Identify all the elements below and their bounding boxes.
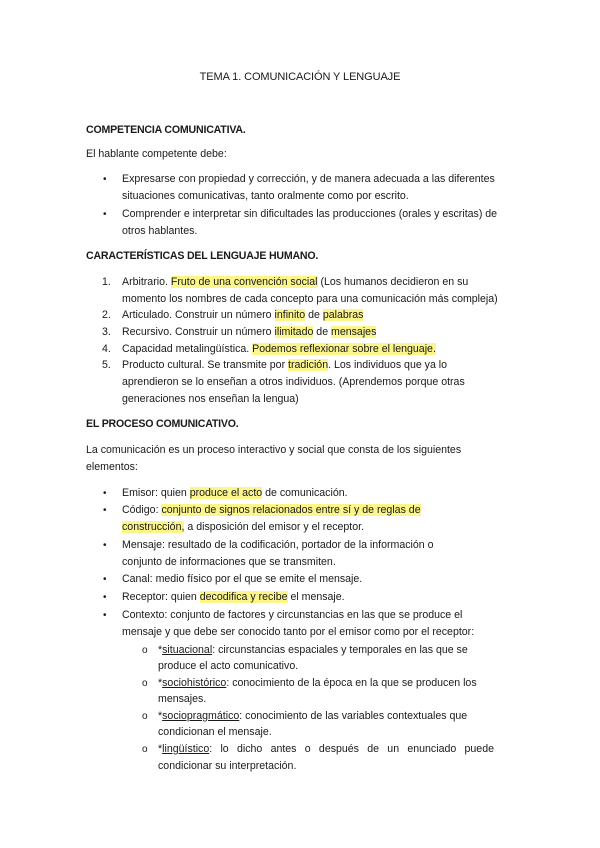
list-number: 5. — [102, 359, 111, 371]
proceso-intro-line-2: elementos: — [86, 461, 138, 473]
sub-bullet-mark: o — [142, 744, 148, 755]
list-number: 4. — [102, 343, 111, 355]
text-run: de — [313, 326, 332, 338]
elemento-mensaje-line-1: Mensaje: resultado de la codificación, portador de la información o — [122, 539, 434, 551]
competencia-item-1-line-2: situaciones comunicativas, tanto oralmente como por escrito. — [122, 190, 409, 202]
heading-proceso: EL PROCESO COMUNICATIVO. — [86, 418, 239, 430]
caracteristica-3 — [122, 324, 516, 341]
contexto-sociohistorico-line-2: mensajes. — [158, 693, 207, 705]
highlight: palabras — [322, 309, 364, 321]
list-number: 2. — [102, 309, 111, 321]
elemento-codigo-line-2 — [122, 519, 516, 536]
elemento-canal: Canal: medio físico por el que se emite el mensaje. — [122, 573, 363, 585]
caracteristica-5-line-1 — [122, 357, 516, 374]
caracteristica-4 — [122, 341, 516, 358]
competencia-item-1-line-1: Expresarse con propiedad y corrección, y de manera adecuada a las diferentes — [122, 173, 495, 185]
text-run: el mensaje. — [287, 591, 345, 603]
bullet-mark: • — [103, 540, 107, 551]
text-run: : conocimiento de la época en la que se producen los — [226, 677, 477, 689]
contexto-sociopragmatico-line-2: condicionan el mensaje. — [158, 726, 272, 738]
text-run: : circunstancias espaciales y temporales en las que se — [212, 644, 468, 656]
bullet-mark: • — [103, 610, 107, 621]
underlined-term: situacional — [162, 644, 213, 656]
contexto-situacional-line-2: produce el acto comunicativo. — [158, 660, 299, 672]
list-number: 3. — [102, 326, 111, 338]
text-run: * — [158, 644, 163, 656]
highlight: Podemos reflexionar sobre el lenguaje. — [252, 343, 436, 355]
text-run: Arbitrario. — [122, 276, 171, 288]
sub-bullet-mark: o — [142, 711, 148, 722]
bullet-mark: • — [103, 488, 107, 499]
text-run: Capacidad metalingüística. — [122, 343, 253, 355]
text-run: * — [158, 710, 163, 722]
text-run: * — [158, 677, 163, 689]
text-run: Emisor: quien — [122, 487, 190, 499]
contexto-sociohistorico-line-1 — [158, 675, 494, 692]
sub-bullet-mark: o — [142, 645, 148, 656]
elemento-receptor — [122, 589, 516, 606]
highlight: Fruto de una convención social — [170, 276, 318, 288]
elemento-codigo-line-1 — [122, 502, 516, 519]
text-run: Código: — [122, 504, 162, 516]
caracteristica-1-line-1 — [122, 274, 516, 291]
elemento-emisor — [122, 485, 516, 502]
text-run: Producto cultural. Se transmite por — [122, 359, 289, 371]
text-run: : conocimiento de las variables contextuales que — [239, 710, 468, 722]
highlight: infinito — [274, 309, 306, 321]
contexto-sociopragmatico-line-1 — [158, 708, 494, 725]
text-run: (Los humanos decidieron en su — [317, 276, 469, 288]
highlight: produce el acto — [189, 487, 263, 499]
bullet-mark: • — [103, 209, 107, 220]
elemento-contexto-line-2: mensaje y que debe ser conocido tanto por el emisor como por el receptor: — [122, 626, 475, 638]
sub-bullet-mark: o — [142, 678, 148, 689]
highlight: construcción, — [122, 521, 185, 533]
underlined-term: sociohistórico — [162, 677, 227, 689]
highlight: ilimitado — [274, 326, 314, 338]
heading-competencia: COMPETENCIA COMUNICATIVA. — [86, 124, 246, 136]
highlight: mensajes — [331, 326, 377, 338]
text-run: * — [158, 743, 163, 755]
text-run: de — [305, 309, 323, 321]
contexto-situacional-line-1 — [158, 642, 494, 659]
proceso-intro-line-1: La comunicación es un proceso interactivo y social que consta de los siguientes — [86, 444, 462, 456]
underlined-term: lingüístico — [162, 743, 210, 755]
caracteristica-2 — [122, 307, 516, 324]
underlined-term: sociopragmático — [162, 710, 240, 722]
competencia-item-2-line-2: otros hablantes. — [122, 225, 198, 237]
contexto-linguistico-line-1 — [158, 741, 494, 758]
text-run: Receptor: quien — [122, 591, 200, 603]
document-title: TEMA 1. COMUNICACIÓN Y LENGUAJE — [199, 71, 401, 83]
text-run: a disposición del emisor y el receptor. — [184, 521, 365, 533]
text-run: : lo dicho antes o después de un enunciado puede — [209, 743, 494, 755]
bullet-mark: • — [103, 574, 107, 585]
bullet-mark: • — [103, 505, 107, 516]
bullet-mark: • — [103, 592, 107, 603]
contexto-linguistico-line-2: condicionar su interpretación. — [158, 760, 297, 772]
text-run: . Los individuos que ya lo — [328, 359, 448, 371]
caracteristica-5-line-3: generaciones nos enseñan la lengua) — [122, 393, 299, 405]
list-number: 1. — [102, 276, 111, 288]
text-run: Articulado. Construir un número — [122, 309, 275, 321]
highlight: conjunto de signos relacionados entre sí y de reglas de — [161, 504, 421, 516]
elemento-mensaje-line-2: conjunto de informaciones que se transmiten. — [122, 556, 336, 568]
elemento-contexto-line-1: Contexto: conjunto de factores y circunstancias en las que se produce el — [122, 609, 463, 621]
competencia-intro: El hablante competente debe: — [86, 148, 227, 160]
highlight: decodifica y recibe — [199, 591, 288, 603]
caracteristica-5-line-2: aprendieron se lo enseñan a otros individuos. (Aprendemos porque otras — [122, 376, 465, 388]
competencia-item-2-line-1: Comprender e interpretar sin dificultades las producciones (orales y escritas) de — [122, 208, 498, 220]
caracteristica-1-line-2: momento los nombres de cada concepto para una comunicación más compleja) — [122, 293, 498, 305]
text-run: Recursivo. Construir un número — [122, 326, 275, 338]
bullet-mark: • — [103, 174, 107, 185]
text-run: de comunicación. — [262, 487, 348, 499]
highlight: tradición — [288, 359, 329, 371]
heading-caracteristicas: CARACTERÍSTICAS DEL LENGUAJE HUMANO. — [86, 250, 319, 262]
